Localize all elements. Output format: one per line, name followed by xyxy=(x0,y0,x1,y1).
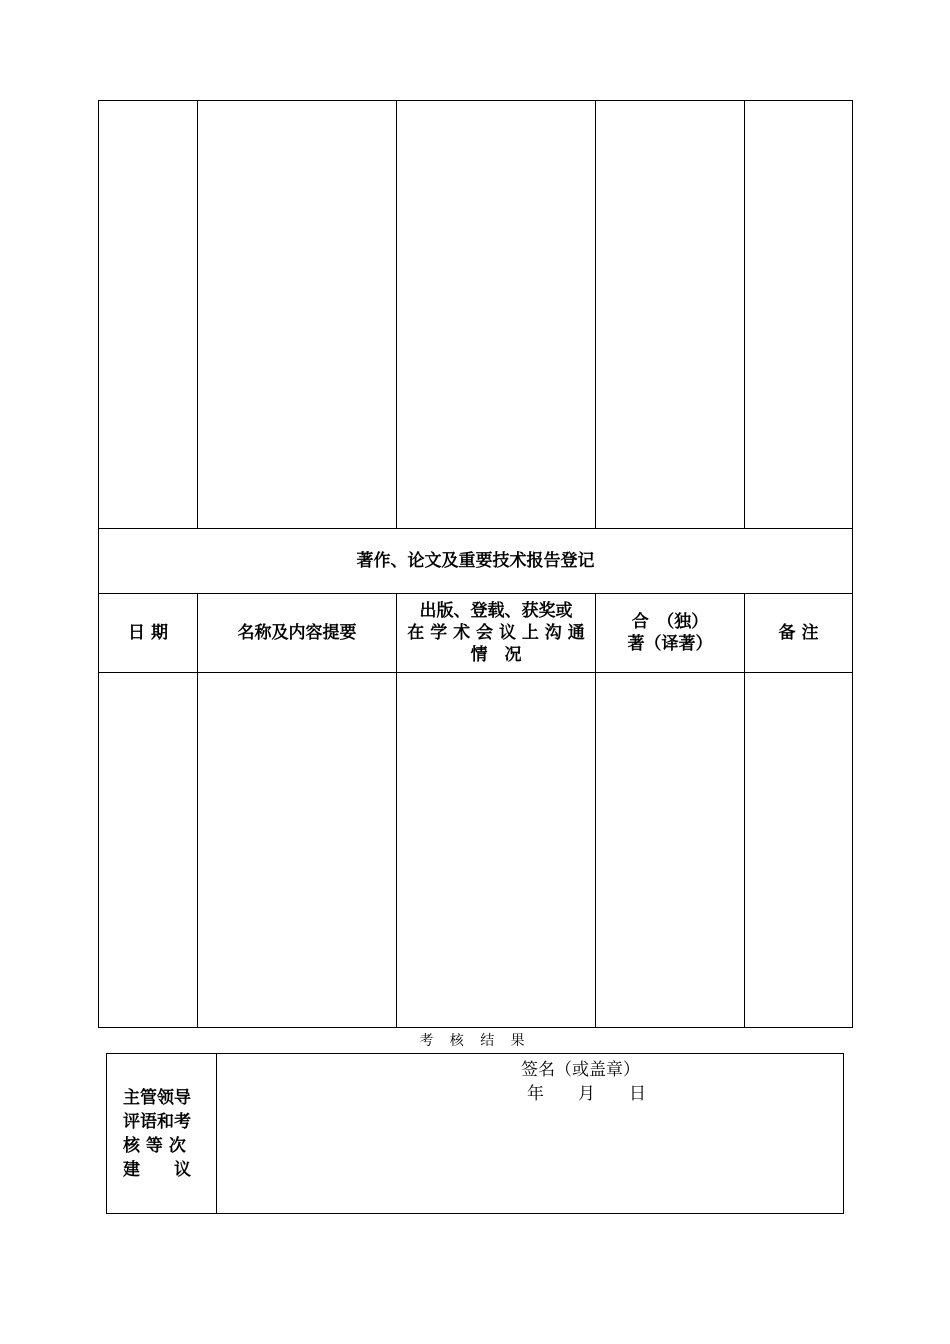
date-label: 年 月 日 xyxy=(527,1084,646,1104)
entry-cell[interactable] xyxy=(596,673,745,1028)
header-date: 日 期 xyxy=(99,594,198,673)
header-row xyxy=(99,594,853,673)
exam-result-caption: 考 核 结 果 xyxy=(419,1033,531,1049)
leader-comment-field[interactable] xyxy=(217,1054,844,1214)
exam-table xyxy=(106,1053,844,1214)
blank-cell xyxy=(99,101,198,529)
entry-cell[interactable] xyxy=(745,673,853,1028)
blank-cell xyxy=(745,101,853,529)
blank-cell xyxy=(596,101,745,529)
blank-cell xyxy=(198,101,397,529)
header-name: 名称及内容提要 xyxy=(198,594,397,673)
entry-cell[interactable] xyxy=(397,673,596,1028)
signature-label: 签名（或盖章） xyxy=(521,1060,640,1080)
header-author: 合 （独） 著（译著） xyxy=(596,594,745,673)
registration-table xyxy=(98,100,853,1028)
section-title: 著作、论文及重要技术报告登记 xyxy=(99,529,853,594)
entry-row xyxy=(99,673,853,1028)
upper-blank-row xyxy=(99,101,853,529)
entry-cell[interactable] xyxy=(198,673,397,1028)
header-remark: 备 注 xyxy=(745,594,853,673)
blank-cell xyxy=(397,101,596,529)
leader-comment-label: 主管领导 评语和考 核 等 次 建 议 xyxy=(107,1054,217,1214)
section-title-row xyxy=(99,529,853,594)
entry-cell[interactable] xyxy=(99,673,198,1028)
header-publish: 出版、登载、获奖或 在 学 术 会 议 上 沟 通 情 况 xyxy=(397,594,596,673)
